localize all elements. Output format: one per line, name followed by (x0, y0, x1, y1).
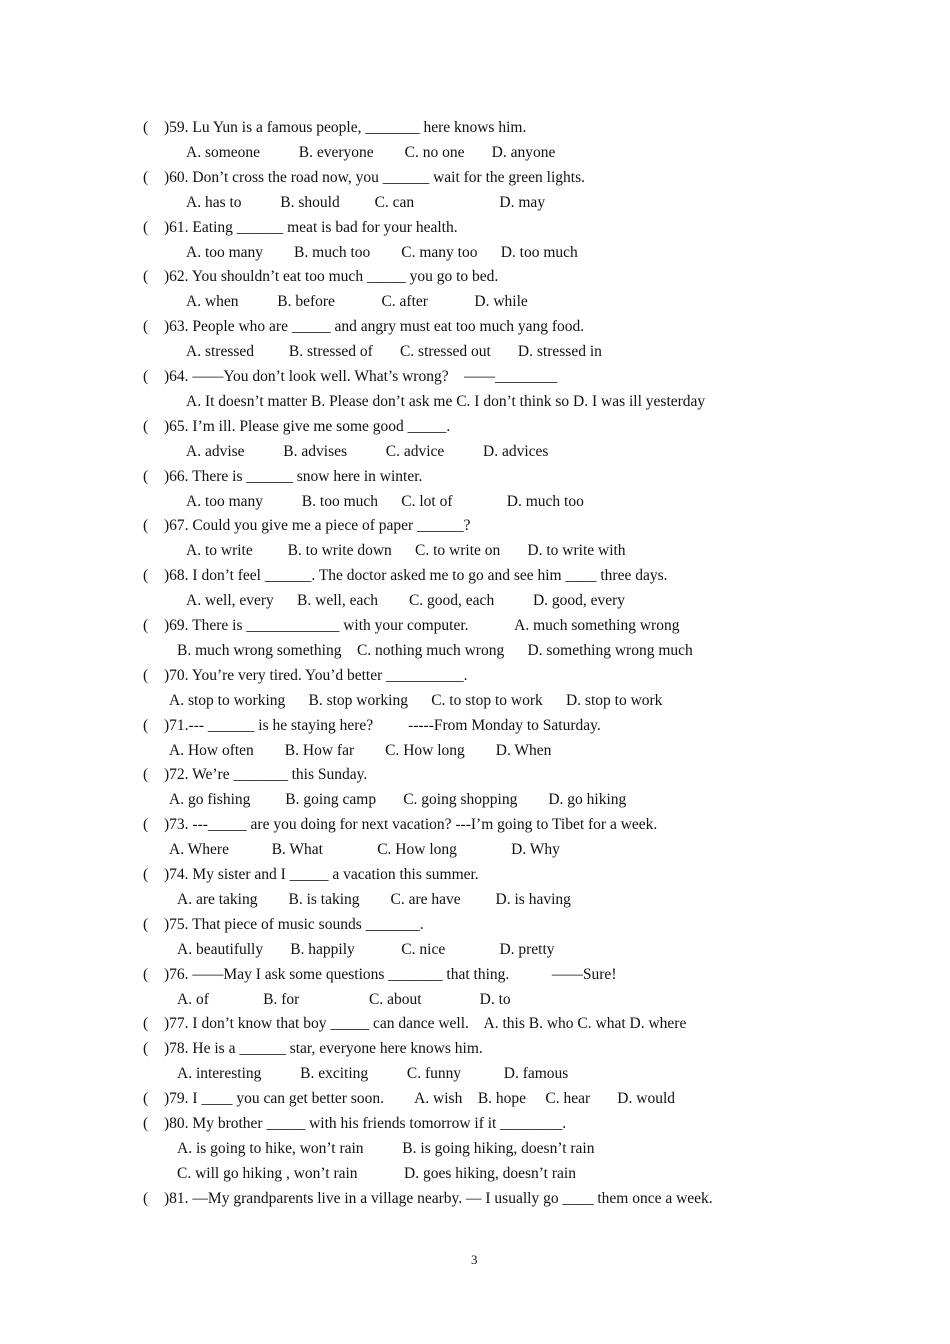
answer-options: A. too many B. too much C. lot of D. much too (186, 492, 584, 510)
answer-options: C. will go hiking , won’t rain D. goes hiking, doesn’t rain (177, 1164, 576, 1182)
answer-blank-paren: ( (143, 666, 149, 684)
answer-blank-paren: ( (143, 1040, 149, 1058)
answer-blank-paren: ( (143, 1189, 149, 1207)
question-text: )64. ——You don’t look well. What’s wrong? ——________ (164, 368, 558, 385)
answer-options: A. beautifully B. happily C. nice D. pretty (177, 940, 555, 958)
question-text: )77. I don’t know that boy _____ can dance well. A. this B. who C. what D. where (164, 1015, 687, 1033)
question-text: )72. We’re _______ this Sunday. (164, 766, 368, 784)
answer-blank-paren: ( (143, 1090, 149, 1108)
answer-blank-paren: ( (143, 119, 149, 136)
question-text: )59. Lu Yun is a famous people, _______ here knows him. (164, 119, 527, 136)
question-text: )65. I’m ill. Please give me some good _____. (164, 417, 451, 435)
answer-options: A. It doesn’t matter B. Please don’t ask me C. I don’t think so D. I was ill yesterday (186, 392, 706, 410)
page-number: 3 (471, 1252, 478, 1267)
answer-blank-paren: ( (143, 168, 149, 186)
question-text: )61. Eating ______ meat is bad for your health. (164, 218, 458, 236)
answer-blank-paren: ( (143, 866, 149, 883)
answer-options: A. when B. before C. after D. while (186, 293, 528, 311)
answer-blank-paren: ( (143, 617, 149, 634)
question-text: )76. ——May I ask some questions _______ that thing. ——Sure! (164, 965, 617, 983)
answer-options: B. much wrong something C. nothing much wrong D. something wrong much (177, 641, 693, 659)
question-text: )80. My brother _____ with his friends tomorrow if it ________. (164, 1115, 567, 1132)
answer-options: A. someone B. everyone C. no one D. anyone (186, 143, 556, 161)
answer-blank-paren: ( (143, 467, 149, 485)
answer-blank-paren: ( (143, 915, 149, 933)
question-text: )79. I ____ you can get better soon. A. wish B. hope C. hear D. would (164, 1090, 676, 1108)
answer-options: A. to write B. to write down C. to write on D. to write with (186, 542, 626, 560)
answer-options: A. are taking B. is taking C. are have D. is having (177, 890, 571, 908)
question-text: )74. My sister and I _____ a vacation this summer. (164, 866, 479, 883)
answer-blank-paren: ( (143, 1115, 149, 1132)
answer-options: A. well, every B. well, each C. good, each D. good, every (186, 592, 626, 610)
question-text: )81. —My grandparents live in a village nearby. — I usually go ____ them once a week. (164, 1189, 713, 1207)
question-text: )62. You shouldn’t eat too much _____ you go to bed. (164, 268, 499, 286)
answer-options: A. stressed B. stressed of C. stressed out D. stressed in (186, 343, 602, 361)
answer-blank-paren: ( (143, 1015, 149, 1033)
answer-options: A. Where B. What C. How long D. Why (169, 841, 560, 859)
answer-options: A. is going to hike, won’t rain B. is going hiking, doesn’t rain (177, 1139, 595, 1157)
answer-blank-paren: ( (143, 218, 149, 236)
answer-options: A. stop to working B. stop working C. to stop to work D. stop to work (169, 691, 663, 709)
answer-options: A. How often B. How far C. How long D. When (169, 741, 552, 759)
answer-blank-paren: ( (143, 567, 149, 585)
answer-blank-paren: ( (143, 965, 149, 983)
answer-blank-paren: ( (143, 268, 149, 286)
question-text: )78. He is a ______ star, everyone here knows him. (164, 1040, 483, 1058)
question-text: )71.--- ______ is he staying here? -----From Monday to Saturday. (164, 716, 601, 734)
question-text: )60. Don’t cross the road now, you ______ wait for the green lights. (164, 168, 586, 186)
answer-blank-paren: ( (143, 716, 149, 734)
answer-blank-paren: ( (143, 766, 149, 784)
answer-blank-paren: ( (143, 417, 149, 435)
question-text: )68. I don’t feel ______. The doctor asked me to go and see him ____ three days. (164, 567, 668, 585)
question-text: )67. Could you give me a piece of paper ______? (164, 517, 471, 535)
answer-options: A. too many B. much too C. many too D. too much (186, 243, 578, 261)
question-text: )70. You’re very tired. You’d better __________. (164, 666, 468, 684)
answer-blank-paren: ( (143, 517, 149, 535)
question-text: )73. ---_____ are you doing for next vacation? ---I’m going to Tibet for a week. (164, 816, 658, 834)
answer-options: A. advise B. advises C. advice D. advices (186, 442, 549, 460)
question-text: )75. That piece of music sounds _______. (164, 915, 424, 933)
answer-options: A. interesting B. exciting C. funny D. famous (177, 1065, 569, 1083)
question-text: )66. There is ______ snow here in winter. (164, 467, 423, 485)
answer-blank-paren: ( (143, 816, 149, 834)
answer-options: A. has to B. should C. can D. may (186, 193, 546, 211)
question-text: )69. There is ____________ with your computer. A. much something wrong (164, 617, 680, 634)
answer-blank-paren: ( (143, 368, 149, 385)
question-text: )63. People who are _____ and angry must eat too much yang food. (164, 318, 585, 336)
answer-blank-paren: ( (143, 318, 149, 336)
answer-options: A. go fishing B. going camp C. going shopping D. go hiking (169, 791, 627, 809)
answer-options: A. of B. for C. about D. to (177, 990, 511, 1008)
